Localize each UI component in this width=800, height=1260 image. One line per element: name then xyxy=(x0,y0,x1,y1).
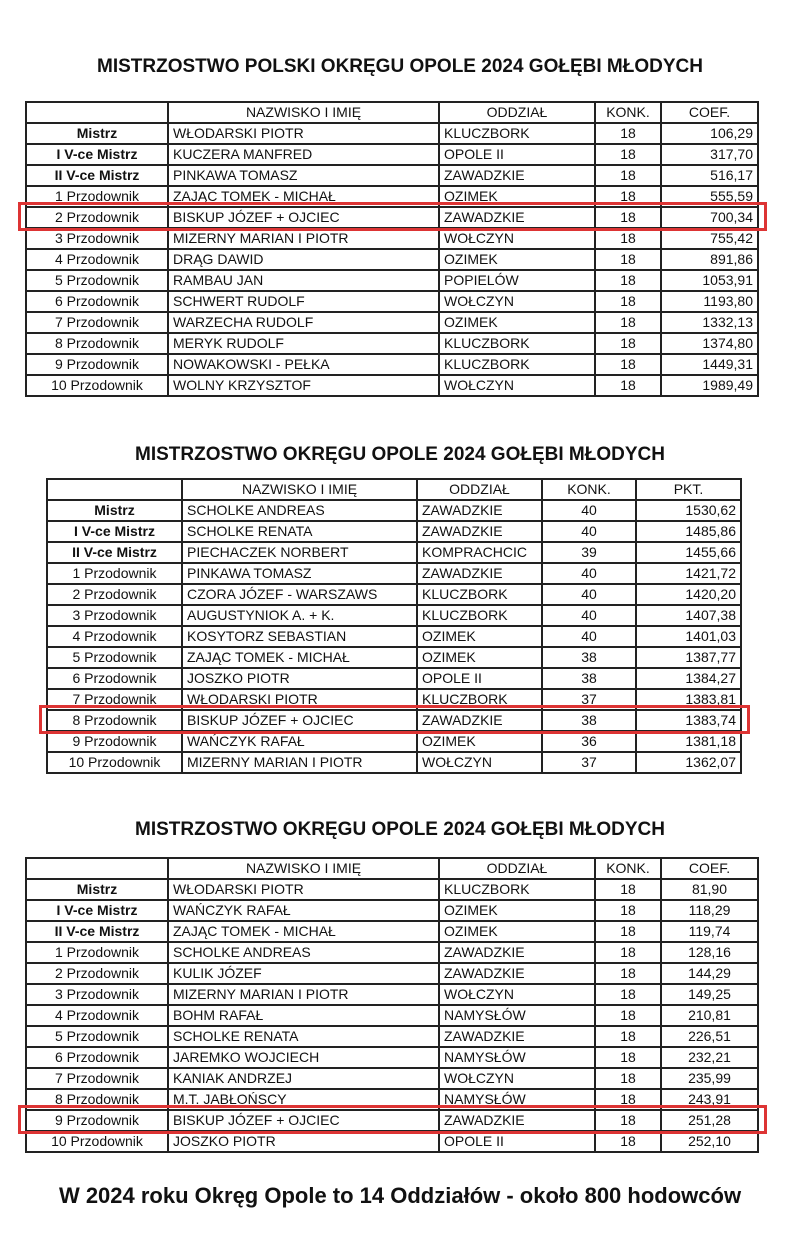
column-header: NAZWISKO I IMIĘ xyxy=(168,102,439,123)
cell-konk: 36 xyxy=(542,731,636,752)
cell-rank: 6 Przodownik xyxy=(47,668,182,689)
cell-oddzial: WOŁCZYN xyxy=(439,291,595,312)
column-header: KONK. xyxy=(595,102,661,123)
cell-name: SCHOLKE ANDREAS xyxy=(168,942,439,963)
cell-oddzial: NAMYSŁÓW xyxy=(439,1047,595,1068)
cell-konk: 18 xyxy=(595,333,661,354)
cell-value: 1989,49 xyxy=(661,375,758,396)
cell-oddzial: WOŁCZYN xyxy=(439,228,595,249)
column-header: ODDZIAŁ xyxy=(439,858,595,879)
cell-oddzial: OZIMEK xyxy=(417,626,542,647)
cell-oddzial: ZAWADZKIE xyxy=(417,710,542,731)
table-row xyxy=(26,1005,758,1026)
cell-name: JOSZKO PIOTR xyxy=(168,1131,439,1152)
cell-rank: 10 Przodownik xyxy=(26,375,168,396)
table2-title: MISTRZOSTWO OKRĘGU OPOLE 2024 GOŁĘBI MŁODYCH xyxy=(135,444,665,465)
cell-value: 232,21 xyxy=(661,1047,758,1068)
table-row xyxy=(26,1089,758,1110)
cell-value: 118,29 xyxy=(661,900,758,921)
cell-oddzial: NAMYSŁÓW xyxy=(439,1089,595,1110)
cell-rank: 10 Przodownik xyxy=(47,752,182,773)
table-row xyxy=(47,542,741,563)
cell-oddzial: KLUCZBORK xyxy=(417,605,542,626)
column-header: KONK. xyxy=(542,479,636,500)
cell-oddzial: OZIMEK xyxy=(439,900,595,921)
cell-konk: 18 xyxy=(595,900,661,921)
cell-value: 1407,38 xyxy=(636,605,741,626)
results-table-2 xyxy=(46,478,742,774)
cell-name: WŁODARSKI PIOTR xyxy=(168,879,439,900)
cell-rank: I V-ce Mistrz xyxy=(47,521,182,542)
cell-oddzial: ZAWADZKIE xyxy=(439,963,595,984)
cell-konk: 18 xyxy=(595,186,661,207)
table3-title: MISTRZOSTWO OKRĘGU OPOLE 2024 GOŁĘBI MŁODYCH xyxy=(135,819,665,840)
header-spacer xyxy=(26,102,168,123)
cell-name: BISKUP JÓZEF + OJCIEC xyxy=(168,1110,439,1131)
cell-konk: 18 xyxy=(595,375,661,396)
table-row xyxy=(47,584,741,605)
cell-rank: 2 Przodownik xyxy=(47,584,182,605)
cell-value: 1485,86 xyxy=(636,521,741,542)
table-row xyxy=(26,123,758,144)
cell-rank: 7 Przodownik xyxy=(26,1068,168,1089)
cell-rank: 6 Przodownik xyxy=(26,291,168,312)
cell-konk: 18 xyxy=(595,1089,661,1110)
cell-value: 1387,77 xyxy=(636,647,741,668)
cell-name: NOWAKOWSKI - PEŁKA xyxy=(168,354,439,375)
cell-rank: 7 Przodownik xyxy=(26,312,168,333)
cell-name: ZAJĄC TOMEK - MICHAŁ xyxy=(168,186,439,207)
cell-konk: 39 xyxy=(542,542,636,563)
cell-name: MERYK RUDOLF xyxy=(168,333,439,354)
cell-value: 755,42 xyxy=(661,228,758,249)
cell-rank: 2 Przodownik xyxy=(26,963,168,984)
cell-rank: 1 Przodownik xyxy=(47,563,182,584)
table-row xyxy=(47,668,741,689)
table3-wrapper xyxy=(25,857,757,1153)
table-row xyxy=(26,186,758,207)
cell-konk: 40 xyxy=(542,626,636,647)
cell-oddzial: WOŁCZYN xyxy=(439,1068,595,1089)
cell-rank: 6 Przodownik xyxy=(26,1047,168,1068)
table-row xyxy=(47,647,741,668)
cell-konk: 18 xyxy=(595,879,661,900)
cell-konk: 18 xyxy=(595,228,661,249)
cell-rank: 2 Przodownik xyxy=(26,207,168,228)
cell-name: BISKUP JÓZEF + OJCIEC xyxy=(168,207,439,228)
cell-value: 1420,20 xyxy=(636,584,741,605)
cell-konk: 18 xyxy=(595,249,661,270)
table-row xyxy=(26,1026,758,1047)
table-row xyxy=(47,752,741,773)
cell-name: DRĄG DAWID xyxy=(168,249,439,270)
cell-oddzial: KLUCZBORK xyxy=(417,584,542,605)
cell-name: AUGUSTYNIOK A. + K. xyxy=(182,605,417,626)
cell-name: SCHWERT RUDOLF xyxy=(168,291,439,312)
table-row xyxy=(26,291,758,312)
table-row xyxy=(26,900,758,921)
cell-name: JAREMKO WOJCIECH xyxy=(168,1047,439,1068)
cell-name: WŁODARSKI PIOTR xyxy=(168,123,439,144)
cell-value: 555,59 xyxy=(661,186,758,207)
cell-oddzial: OZIMEK xyxy=(417,731,542,752)
cell-konk: 38 xyxy=(542,668,636,689)
cell-name: MIZERNY MARIAN I PIOTR xyxy=(168,228,439,249)
cell-name: BISKUP JÓZEF + OJCIEC xyxy=(182,710,417,731)
cell-oddzial: ZAWADZKIE xyxy=(417,500,542,521)
table-row xyxy=(47,689,741,710)
cell-name: WAŃCZYK RAFAŁ xyxy=(182,731,417,752)
header-row xyxy=(47,479,741,500)
header-spacer xyxy=(47,479,182,500)
cell-oddzial: ZAWADZKIE xyxy=(417,563,542,584)
cell-konk: 18 xyxy=(595,291,661,312)
table-row xyxy=(26,165,758,186)
cell-oddzial: OPOLE II xyxy=(439,144,595,165)
table-row xyxy=(26,879,758,900)
cell-rank: 10 Przodownik xyxy=(26,1131,168,1152)
cell-name: KOSYTORZ SEBASTIAN xyxy=(182,626,417,647)
cell-oddzial: OZIMEK xyxy=(439,186,595,207)
column-header: KONK. xyxy=(595,858,661,879)
cell-konk: 18 xyxy=(595,144,661,165)
cell-konk: 18 xyxy=(595,1068,661,1089)
table1-title: MISTRZOSTWO POLSKI OKRĘGU OPOLE 2024 GOŁĘBI MŁODYCH xyxy=(97,56,703,77)
cell-value: 226,51 xyxy=(661,1026,758,1047)
cell-value: 1401,03 xyxy=(636,626,741,647)
cell-name: WAŃCZYK RAFAŁ xyxy=(168,900,439,921)
header-row xyxy=(26,102,758,123)
table2-wrapper xyxy=(46,478,740,774)
footer-note: W 2024 roku Okręg Opole to 14 Oddziałów - około 800 hodowców xyxy=(58,1183,742,1208)
cell-oddzial: ZAWADZKIE xyxy=(439,207,595,228)
cell-value: 119,74 xyxy=(661,921,758,942)
cell-name: MIZERNY MARIAN I PIOTR xyxy=(168,984,439,1005)
results-table-3 xyxy=(25,857,759,1153)
cell-konk: 18 xyxy=(595,312,661,333)
highlighted-row xyxy=(26,1110,758,1131)
cell-rank: 4 Przodownik xyxy=(26,249,168,270)
cell-oddzial: KLUCZBORK xyxy=(439,879,595,900)
cell-name: SCHOLKE RENATA xyxy=(168,1026,439,1047)
cell-name: PINKAWA TOMASZ xyxy=(182,563,417,584)
cell-rank: 3 Przodownik xyxy=(26,228,168,249)
cell-value: 317,70 xyxy=(661,144,758,165)
cell-value: 1362,07 xyxy=(636,752,741,773)
cell-oddzial: ZAWADZKIE xyxy=(417,521,542,542)
table-row xyxy=(26,921,758,942)
cell-rank: Mistrz xyxy=(47,500,182,521)
cell-konk: 18 xyxy=(595,963,661,984)
cell-rank: II V-ce Mistrz xyxy=(47,542,182,563)
cell-rank: 1 Przodownik xyxy=(26,186,168,207)
results-table-1 xyxy=(25,101,759,397)
cell-name: SCHOLKE ANDREAS xyxy=(182,500,417,521)
cell-oddzial: KLUCZBORK xyxy=(439,123,595,144)
table-row xyxy=(47,521,741,542)
cell-konk: 18 xyxy=(595,207,661,228)
cell-konk: 40 xyxy=(542,584,636,605)
cell-oddzial: WOŁCZYN xyxy=(439,984,595,1005)
column-header: NAZWISKO I IMIĘ xyxy=(168,858,439,879)
cell-value: 235,99 xyxy=(661,1068,758,1089)
cell-rank: II V-ce Mistrz xyxy=(26,921,168,942)
table-row xyxy=(47,500,741,521)
cell-rank: 4 Przodownik xyxy=(26,1005,168,1026)
cell-value: 1332,13 xyxy=(661,312,758,333)
cell-konk: 40 xyxy=(542,500,636,521)
cell-konk: 18 xyxy=(595,942,661,963)
table-row xyxy=(26,1131,758,1152)
cell-rank: 3 Przodownik xyxy=(26,984,168,1005)
table-row xyxy=(26,942,758,963)
cell-value: 81,90 xyxy=(661,879,758,900)
cell-konk: 18 xyxy=(595,1110,661,1131)
cell-value: 1421,72 xyxy=(636,563,741,584)
cell-rank: 1 Przodownik xyxy=(26,942,168,963)
cell-name: ZAJĄC TOMEK - MICHAŁ xyxy=(182,647,417,668)
table-row xyxy=(26,249,758,270)
cell-name: WOLNY KRZYSZTOF xyxy=(168,375,439,396)
cell-rank: I V-ce Mistrz xyxy=(26,900,168,921)
cell-value: 128,16 xyxy=(661,942,758,963)
cell-oddzial: OPOLE II xyxy=(417,668,542,689)
cell-rank: 7 Przodownik xyxy=(47,689,182,710)
cell-value: 1193,80 xyxy=(661,291,758,312)
header-spacer xyxy=(26,858,168,879)
cell-name: KULIK JÓZEF xyxy=(168,963,439,984)
cell-name: PINKAWA TOMASZ xyxy=(168,165,439,186)
column-header: COEF. xyxy=(661,102,758,123)
cell-konk: 18 xyxy=(595,354,661,375)
column-header: ODDZIAŁ xyxy=(417,479,542,500)
cell-value: 106,29 xyxy=(661,123,758,144)
cell-konk: 18 xyxy=(595,165,661,186)
cell-oddzial: KLUCZBORK xyxy=(439,333,595,354)
cell-value: 516,17 xyxy=(661,165,758,186)
cell-oddzial: OPOLE II xyxy=(439,1131,595,1152)
cell-konk: 18 xyxy=(595,1026,661,1047)
cell-konk: 18 xyxy=(595,1047,661,1068)
cell-konk: 40 xyxy=(542,605,636,626)
cell-value: 1374,80 xyxy=(661,333,758,354)
cell-name: WŁODARSKI PIOTR xyxy=(182,689,417,710)
cell-rank: 3 Przodownik xyxy=(47,605,182,626)
cell-rank: I V-ce Mistrz xyxy=(26,144,168,165)
cell-rank: 9 Przodownik xyxy=(26,354,168,375)
cell-rank: II V-ce Mistrz xyxy=(26,165,168,186)
cell-value: 251,28 xyxy=(661,1110,758,1131)
cell-rank: 9 Przodownik xyxy=(26,1110,168,1131)
table-row xyxy=(26,228,758,249)
table-row xyxy=(47,626,741,647)
table-row xyxy=(26,375,758,396)
cell-konk: 18 xyxy=(595,1131,661,1152)
cell-rank: 4 Przodownik xyxy=(47,626,182,647)
cell-value: 1449,31 xyxy=(661,354,758,375)
cell-rank: 8 Przodownik xyxy=(26,333,168,354)
table-row xyxy=(26,354,758,375)
table-row xyxy=(26,1068,758,1089)
table-row xyxy=(26,144,758,165)
table-row xyxy=(47,605,741,626)
cell-rank: 8 Przodownik xyxy=(26,1089,168,1110)
header-row xyxy=(26,858,758,879)
table1-wrapper xyxy=(25,101,757,397)
cell-value: 1383,74 xyxy=(636,710,741,731)
cell-value: 144,29 xyxy=(661,963,758,984)
cell-value: 1384,27 xyxy=(636,668,741,689)
cell-oddzial: NAMYSŁÓW xyxy=(439,1005,595,1026)
cell-value: 243,91 xyxy=(661,1089,758,1110)
cell-konk: 40 xyxy=(542,563,636,584)
cell-oddzial: OZIMEK xyxy=(439,921,595,942)
cell-name: RAMBAU JAN xyxy=(168,270,439,291)
cell-name: KANIAK ANDRZEJ xyxy=(168,1068,439,1089)
cell-oddzial: OZIMEK xyxy=(439,249,595,270)
cell-value: 1053,91 xyxy=(661,270,758,291)
cell-konk: 18 xyxy=(595,123,661,144)
table-row xyxy=(26,333,758,354)
cell-rank: 5 Przodownik xyxy=(26,1026,168,1047)
cell-name: SCHOLKE RENATA xyxy=(182,521,417,542)
cell-konk: 38 xyxy=(542,710,636,731)
table-row xyxy=(26,963,758,984)
column-header: COEF. xyxy=(661,858,758,879)
cell-konk: 18 xyxy=(595,270,661,291)
table-row xyxy=(26,984,758,1005)
cell-value: 1381,18 xyxy=(636,731,741,752)
cell-value: 252,10 xyxy=(661,1131,758,1152)
cell-oddzial: ZAWADZKIE xyxy=(439,1110,595,1131)
table-row xyxy=(47,563,741,584)
cell-konk: 18 xyxy=(595,921,661,942)
cell-value: 1383,81 xyxy=(636,689,741,710)
cell-value: 1455,66 xyxy=(636,542,741,563)
highlighted-row xyxy=(26,207,758,228)
cell-name: PIECHACZEK NORBERT xyxy=(182,542,417,563)
cell-oddzial: WOŁCZYN xyxy=(417,752,542,773)
cell-value: 891,86 xyxy=(661,249,758,270)
cell-oddzial: OZIMEK xyxy=(417,647,542,668)
cell-konk: 38 xyxy=(542,647,636,668)
cell-name: M.T. JABŁOŃSCY xyxy=(168,1089,439,1110)
cell-konk: 18 xyxy=(595,984,661,1005)
table-row xyxy=(47,731,741,752)
cell-name: CZORA JÓZEF - WARSZAWS xyxy=(182,584,417,605)
cell-name: JOSZKO PIOTR xyxy=(182,668,417,689)
cell-konk: 37 xyxy=(542,752,636,773)
cell-oddzial: POPIELÓW xyxy=(439,270,595,291)
cell-oddzial: OZIMEK xyxy=(439,312,595,333)
cell-oddzial: WOŁCZYN xyxy=(439,375,595,396)
table-row xyxy=(26,270,758,291)
cell-rank: Mistrz xyxy=(26,879,168,900)
cell-oddzial: KLUCZBORK xyxy=(417,689,542,710)
cell-value: 1530,62 xyxy=(636,500,741,521)
column-header: NAZWISKO I IMIĘ xyxy=(182,479,417,500)
cell-oddzial: ZAWADZKIE xyxy=(439,1026,595,1047)
cell-rank: 8 Przodownik xyxy=(47,710,182,731)
cell-rank: 9 Przodownik xyxy=(47,731,182,752)
cell-rank: 5 Przodownik xyxy=(26,270,168,291)
cell-oddzial: ZAWADZKIE xyxy=(439,165,595,186)
cell-name: BOHM RAFAŁ xyxy=(168,1005,439,1026)
cell-name: WARZECHA RUDOLF xyxy=(168,312,439,333)
column-header: PKT. xyxy=(636,479,741,500)
cell-oddzial: KLUCZBORK xyxy=(439,354,595,375)
cell-oddzial: ZAWADZKIE xyxy=(439,942,595,963)
cell-name: MIZERNY MARIAN I PIOTR xyxy=(182,752,417,773)
cell-rank: Mistrz xyxy=(26,123,168,144)
cell-value: 700,34 xyxy=(661,207,758,228)
cell-rank: 5 Przodownik xyxy=(47,647,182,668)
cell-name: KUCZERA MANFRED xyxy=(168,144,439,165)
table-row xyxy=(26,1047,758,1068)
column-header: ODDZIAŁ xyxy=(439,102,595,123)
cell-value: 149,25 xyxy=(661,984,758,1005)
cell-konk: 40 xyxy=(542,521,636,542)
cell-konk: 18 xyxy=(595,1005,661,1026)
table-row xyxy=(26,312,758,333)
cell-oddzial: KOMPRACHCIC xyxy=(417,542,542,563)
cell-name: ZAJĄC TOMEK - MICHAŁ xyxy=(168,921,439,942)
cell-value: 210,81 xyxy=(661,1005,758,1026)
cell-konk: 37 xyxy=(542,689,636,710)
highlighted-row xyxy=(47,710,741,731)
